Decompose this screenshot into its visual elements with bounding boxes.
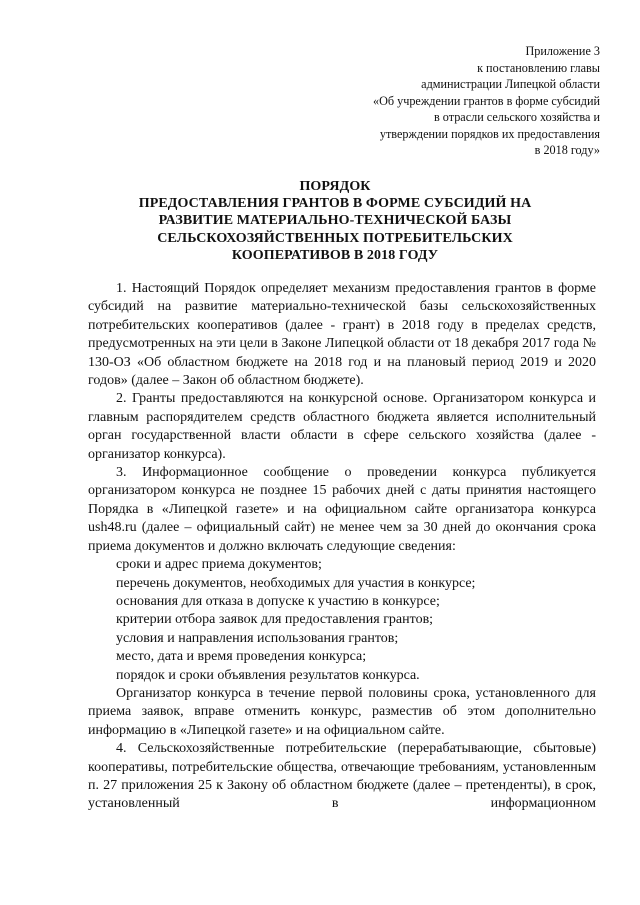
appendix-line: в 2018 году» <box>534 143 600 157</box>
appendix-line: Приложение 3 <box>525 44 600 58</box>
appendix-line: к постановлению главы <box>477 60 600 75</box>
appendix-line: в отрасли сельского хозяйства и <box>434 110 600 124</box>
appendix-line: «Об учреждении грантов в форме субсидий <box>372 93 600 108</box>
title-line: РАЗВИТИЕ МАТЕРИАЛЬНО-ТЕХНИЧЕСКОЙ БАЗЫ <box>158 213 512 229</box>
title-line: ПРЕДОСТАВЛЕНИЯ ГРАНТОВ В ФОРМЕ СУБСИДИЙ НА <box>138 196 532 212</box>
appendix-note <box>300 43 600 159</box>
paragraph-3: 3. Информационное сообщение о проведении конкурса публикуется организатором конкурса не позднее 15 рабочих дней с даты принятия настоящего Порядка в «Липецкой газете» и на официальном сайте организатора конкурса ush48.ru (далее – официальный сайт) не менее чем за 30 дней до окончания срока приема документов и должно включать следующие сведения: <box>88 465 596 554</box>
list-item: перечень документов, необходимых для участия в конкурсе; <box>116 575 476 591</box>
list-item: условия и направления использования грантов; <box>116 630 399 646</box>
list-item: основания для отказа в допуске к участию в конкурсе; <box>116 593 440 609</box>
list-item: сроки и адрес приема документов; <box>116 557 322 573</box>
appendix-line: администрации Липецкой области <box>421 77 600 91</box>
paragraph-4: 4. Сельскохозяйственные потребительские (перерабатывающие, сбытовые) кооперативы, потребительские общества, отвечающие требованиям, установленным п. 27 приложения 25 к Закону об областном бюджете (далее – претенденты), в срок, установленный в информационном <box>88 741 596 812</box>
title-line: СЕЛЬСКОХОЗЯЙСТВЕННЫХ ПОТРЕБИТЕЛЬСКИХ <box>157 230 513 246</box>
title-line: КООПЕРАТИВОВ В 2018 ГОДУ <box>231 247 439 263</box>
paragraph-2: 2. Гранты предоставляются на конкурсной основе. Организатором конкурса и главным распорядителем средств областного бюджета является исполнительный орган государственной власти области в сфере сельского хозяйства (далее - организатор конкурса). <box>88 391 596 462</box>
document-body <box>88 280 596 814</box>
paragraph-cancel: Организатор конкурса в течение первой половины срока, установленного для приема заявок, вправе отменить конкурс, разместив об этом дополнительно информацию в «Липецкой газете» и на официальном сайте. <box>88 685 596 738</box>
list-item: критерии отбора заявок для предоставления грантов; <box>116 612 434 628</box>
paragraph-1: 1. Настоящий Порядок определяет механизм предоставления грантов в форме субсидий на развитие материально-технической базы сельскохозяйственных потребительских кооперативов (далее - грант) в 2018 году в пределах средств, предусмотренных на эти цели в Законе Липецкой области от 18 декабря 2017 года № 130-ОЗ «Об областном бюджете на 2018 год и на плановый период 2019 и 2020 годов» (далее – Закон об областном бюджете). <box>88 281 596 389</box>
list-item: порядок и сроки объявления результатов конкурса. <box>116 667 420 683</box>
title-line: ПОРЯДОК <box>299 179 371 194</box>
list-item: место, дата и время проведения конкурса; <box>116 649 367 665</box>
document-title <box>90 178 580 264</box>
appendix-line: утверждении порядков их предоставления <box>379 126 600 141</box>
